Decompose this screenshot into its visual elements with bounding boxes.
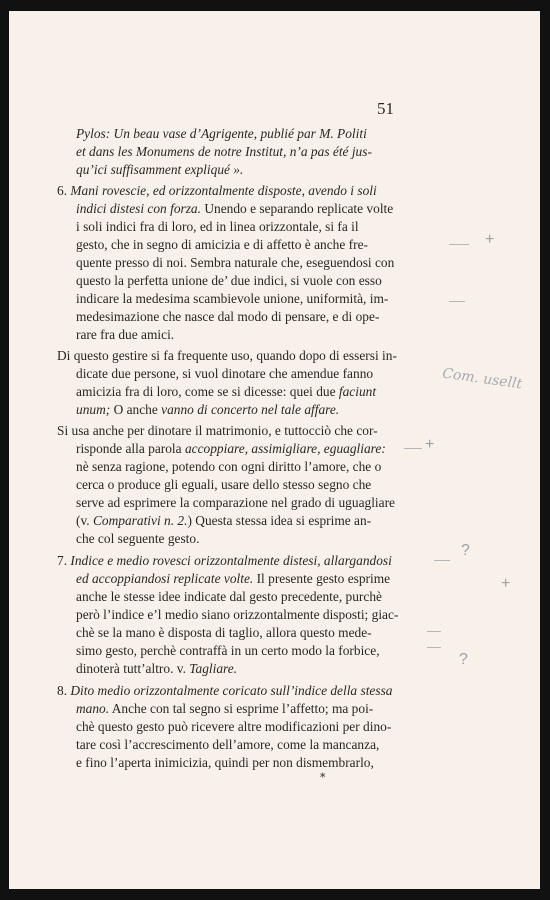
margin-dash bbox=[404, 448, 422, 449]
margin-note: Com. usellt bbox=[441, 365, 524, 393]
italic-segment: indici distesi con forza. bbox=[76, 201, 201, 216]
text-line bbox=[76, 458, 381, 476]
text-line bbox=[76, 530, 199, 548]
italic-segment: Mani rovescie, ed orizzontalmente disposte, avendo i soli bbox=[70, 183, 377, 198]
text-segment: 7. bbox=[57, 553, 71, 568]
text-segment: serve ad esprimere la comparazione nel grado di uguagliare bbox=[76, 495, 395, 510]
book-page bbox=[9, 11, 540, 889]
italic-segment: Pylos: Un beau vase d’Agrigente, publié par M. Politi bbox=[76, 126, 367, 141]
text-line bbox=[76, 642, 380, 660]
text-line bbox=[76, 383, 376, 401]
text-segment: gesto, che in segno di amicizia e di affetto è anche fre- bbox=[76, 237, 368, 252]
text-segment: però l’indice e’l medio siano orizzontalmente disposti; giac- bbox=[76, 607, 399, 622]
text-segment: rare fra due amici. bbox=[76, 327, 175, 342]
text-segment: chè questo gesto può ricevere altre modificazioni per dino- bbox=[76, 719, 392, 734]
text-line bbox=[76, 718, 391, 736]
text-segment: 6. bbox=[57, 183, 71, 198]
page-number: 51 bbox=[377, 99, 394, 118]
text-line bbox=[76, 624, 372, 642]
margin-note: + bbox=[485, 231, 495, 248]
text-segment: Il presente gesto esprime bbox=[253, 571, 391, 586]
text-segment: 8. bbox=[57, 683, 71, 698]
text-segment: questo la perfetta unione de’ due indici, si vuole con esso bbox=[76, 273, 382, 288]
italic-segment: et dans les Monumens de notre Institut, n’a pas été jus- bbox=[76, 144, 372, 159]
footer-mark: * bbox=[320, 771, 326, 784]
text-line bbox=[76, 494, 395, 512]
text-line bbox=[57, 347, 397, 365]
text-segment: risponde alla parola bbox=[76, 441, 185, 456]
text-segment: Di questo gestire si fa frequente uso, quando dopo di essersi in- bbox=[57, 348, 397, 363]
margin-note: ? bbox=[459, 651, 468, 668]
text-segment: i soli indici fra di loro, ed in linea orizzontale, si fa il bbox=[76, 219, 359, 234]
text-line bbox=[76, 143, 372, 161]
text-line bbox=[57, 182, 377, 200]
margin-note: ? bbox=[461, 542, 470, 559]
margin-note: + bbox=[501, 575, 511, 592]
text-segment: simo gesto, perchè contraffà in un certo modo la forbice, bbox=[76, 643, 380, 658]
text-line bbox=[76, 200, 393, 218]
text-line bbox=[76, 570, 390, 588]
text-line bbox=[76, 401, 339, 419]
text-segment: dicate due persone, si vuol dinotare che amendue fanno bbox=[76, 366, 374, 381]
text-line bbox=[57, 682, 392, 700]
text-line bbox=[76, 476, 371, 494]
italic-segment: Comparativi n. 2. bbox=[92, 513, 188, 528]
text-line bbox=[76, 512, 371, 530]
text-segment: O anche bbox=[110, 402, 162, 417]
italic-segment: qu’ici suffisamment expliqué ». bbox=[76, 162, 244, 177]
text-segment: che col seguente gesto. bbox=[76, 531, 200, 546]
text-segment: chè se la mano è disposta di taglio, allora questo mede- bbox=[76, 625, 372, 640]
text-segment: indicare la medesima scambievole unione, uniformità, im- bbox=[76, 291, 389, 306]
text-line bbox=[57, 552, 392, 570]
text-line bbox=[76, 588, 382, 606]
text-segment: medesimazione che nasce dal modo di pensare, e di ope- bbox=[76, 309, 380, 324]
margin-note: + bbox=[425, 436, 435, 453]
text-segment: ) Questa stessa idea si esprime an- bbox=[187, 513, 372, 528]
text-line bbox=[76, 700, 373, 718]
margin-dash bbox=[449, 244, 469, 245]
text-line bbox=[76, 365, 373, 383]
text-segment: Anche con tal segno si esprime l’affetto; ma poi- bbox=[109, 701, 374, 716]
text-line bbox=[76, 236, 368, 254]
text-segment: e fino l’aperta inimicizia, quindi per non dismembrarlo, bbox=[76, 755, 374, 770]
text-line bbox=[76, 218, 359, 236]
text-segment: anche le stesse idee indicate dal gesto precedente, purchè bbox=[76, 589, 382, 604]
text-segment: dinoterà tutt’altro. v. bbox=[76, 661, 190, 676]
text-line bbox=[76, 660, 237, 678]
italic-segment: accoppiare, assimigliare, eguagliare: bbox=[184, 441, 386, 456]
text-line bbox=[76, 606, 398, 624]
italic-segment: ed accoppiandosi replicate volte. bbox=[76, 571, 254, 586]
italic-segment: unum; bbox=[76, 402, 111, 417]
text-segment: tare così l’accrescimento dell’amore, come la mancanza, bbox=[76, 737, 380, 752]
text-segment: Si usa anche per dinotare il matrimonio, e tuttocciò che cor- bbox=[57, 423, 378, 438]
italic-segment: Dito medio orizzontalmente coricato sull’indice della stessa bbox=[70, 683, 393, 698]
text-line bbox=[76, 440, 386, 458]
text-line bbox=[57, 422, 378, 440]
text-line bbox=[76, 290, 388, 308]
margin-dash bbox=[427, 631, 441, 632]
text-line bbox=[76, 254, 394, 272]
text-segment: nè senza ragione, potendo con ogni diritto l’amore, che o bbox=[76, 459, 382, 474]
italic-segment: mano. bbox=[76, 701, 110, 716]
text-line bbox=[76, 308, 379, 326]
italic-segment: vanno di concerto nel tale affare. bbox=[161, 402, 340, 417]
text-line bbox=[76, 125, 367, 143]
margin-dash bbox=[434, 560, 450, 561]
text-segment: amicizia fra di loro, come se si dicesse: quei due bbox=[76, 384, 339, 399]
margin-dash bbox=[427, 647, 441, 648]
margin-dash bbox=[449, 301, 465, 302]
text-segment: cerca o produce gli eguali, usare dello stesso segno che bbox=[76, 477, 372, 492]
text-line bbox=[76, 272, 382, 290]
text-segment: quente presso di noi. Sembra naturale che, eseguendosi con bbox=[76, 255, 395, 270]
text-segment: Unendo e separando replicate volte bbox=[200, 201, 394, 216]
italic-segment: faciunt bbox=[338, 384, 377, 399]
italic-segment: Tagliare. bbox=[189, 661, 238, 676]
text-line bbox=[76, 736, 379, 754]
text-line bbox=[76, 161, 243, 179]
text-line bbox=[76, 326, 174, 344]
text-line bbox=[76, 754, 374, 772]
italic-segment: Indice e medio rovesci orizzontalmente distesi, allargandosi bbox=[70, 553, 392, 568]
text-segment: (v. bbox=[76, 513, 93, 528]
